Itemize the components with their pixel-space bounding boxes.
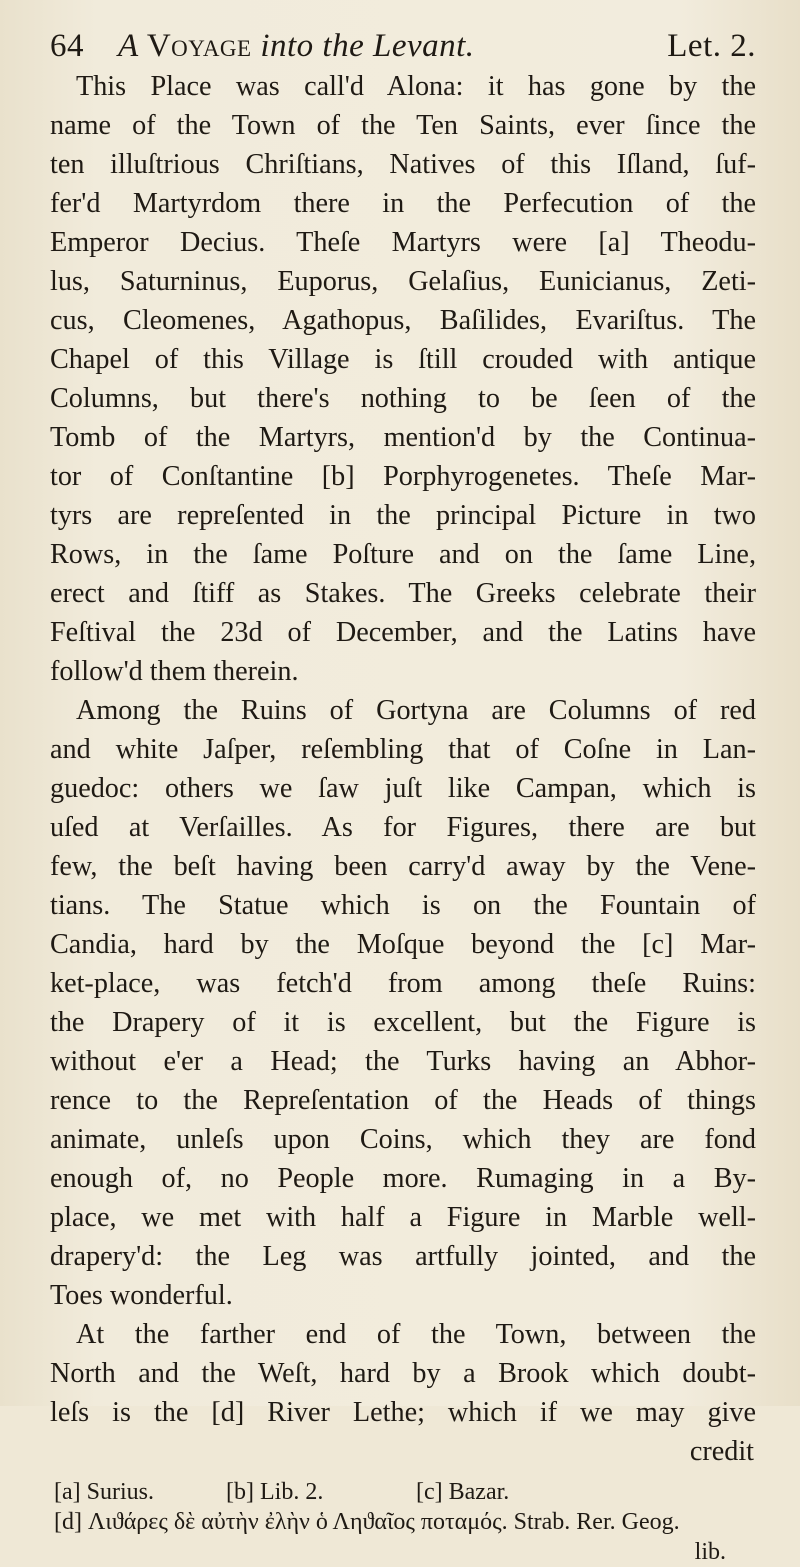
footnotes	[50, 1477, 756, 1567]
text-line: Tomb of the Martyrs, mention'd by the Continua-	[50, 422, 756, 453]
text-line: Toes wonderful.	[50, 1280, 233, 1311]
text-line: At the farther end of the Town, between the	[76, 1319, 756, 1350]
running-title	[84, 28, 667, 65]
text-line: Chapel of this Village is ſtill crouded with antique	[50, 344, 756, 375]
text-line: without e'er a Head; the Turks having an Abhor-	[50, 1046, 756, 1077]
text-line: follow'd them therein.	[50, 656, 299, 687]
text-line: tyrs are repreſented in the principal Picture in two	[50, 500, 756, 531]
text-line: ten illuſtrious Chriſtians, Natives of this Iſland, ſuf-	[50, 149, 756, 180]
footnote-d-end: lib.	[694, 1539, 726, 1565]
body-text	[50, 67, 756, 1432]
text-line: Emperor Decius. Theſe Martyrs were [a] Theodu-	[50, 227, 756, 258]
text-line: lus, Saturninus, Euporus, Gelaſius, Eunicianus, Zeti-	[50, 266, 756, 297]
text-line: North and the Weſt, hard by a Brook which doubt-	[50, 1358, 756, 1389]
footnote-d: [d] Λιϑάρες δὲ αὐτὴν ἐλὴν ὁ Ληϑαῖος ποταμός. Strab. Rer. Geog.	[54, 1509, 680, 1535]
text-line: few, the beſt having been carry'd away by the Vene-	[50, 851, 756, 882]
paragraph-alona	[50, 67, 756, 691]
footnote-a: [a] Surius.	[54, 1479, 154, 1505]
letter-number: Let. 2.	[667, 28, 756, 64]
text-line: erect and ſtiff as Stakes. The Greeks celebrate their	[50, 578, 756, 609]
running-head	[50, 28, 756, 65]
running-title-levant: into the Levant.	[251, 28, 475, 64]
text-line: This Place was call'd Alona: it has gone by the	[76, 71, 756, 102]
text-line: tians. The Statue which is on the Fountain of	[50, 890, 756, 921]
text-line: Candia, hard by the Moſque beyond the [c] Mar-	[50, 929, 756, 960]
text-line: drapery'd: the Leg was artfully jointed, and the	[50, 1241, 756, 1272]
paragraph-gortyna	[50, 691, 756, 1315]
text-line: cus, Cleomenes, Agathopus, Baſilides, Evariſtus. The	[50, 305, 756, 336]
footnote-c: [c] Bazar.	[416, 1479, 510, 1505]
text-line: fer'd Martyrdom there in the Perfecution of the	[50, 188, 756, 219]
page-number: 64	[50, 28, 84, 64]
text-line: ket-place, was fetch'd from among theſe Ruins:	[50, 968, 756, 999]
text-line: Among the Ruins of Gortyna are Columns of red	[76, 695, 756, 726]
text-line: Columns, but there's nothing to be ſeen of the	[50, 383, 756, 414]
paragraph-lethe	[50, 1315, 756, 1432]
text-line: guedoc: others we ſaw juſt like Campan, which is	[50, 773, 756, 804]
running-title-a: A	[118, 28, 147, 64]
text-line: animate, unleſs upon Coins, which they are fond	[50, 1124, 756, 1155]
footnote-row	[50, 1477, 756, 1507]
catchword: credit	[689, 1436, 754, 1467]
footnote-b: [b] Lib. 2.	[226, 1479, 324, 1505]
text-line: enough of, no People more. Rumaging in a By-	[50, 1163, 756, 1194]
text-line: Feſtival the 23d of December, and the Latins have	[50, 617, 756, 648]
text-line: name of the Town of the Ten Saints, ever ſince the	[50, 110, 756, 141]
text-line: place, we met with half a Figure in Marble well-	[50, 1202, 756, 1233]
text-line: leſs is the [d] River Lethe; which if we may give	[50, 1397, 756, 1428]
text-line: tor of Conſtantine [b] Porphyrogenetes. Theſe Mar-	[50, 461, 756, 492]
text-line: rence to the Repreſentation of the Heads of things	[50, 1085, 756, 1116]
running-title-voyage: Voyage	[146, 28, 252, 64]
text-line: uſed at Verſailles. As for Figures, there are but	[50, 812, 756, 843]
text-line: and white Jaſper, reſembling that of Coſne in Lan-	[50, 734, 756, 765]
text-line: Rows, in the ſame Poſture and on the ſame Line,	[50, 539, 756, 570]
text-line: the Drapery of it is excellent, but the Figure is	[50, 1007, 756, 1038]
